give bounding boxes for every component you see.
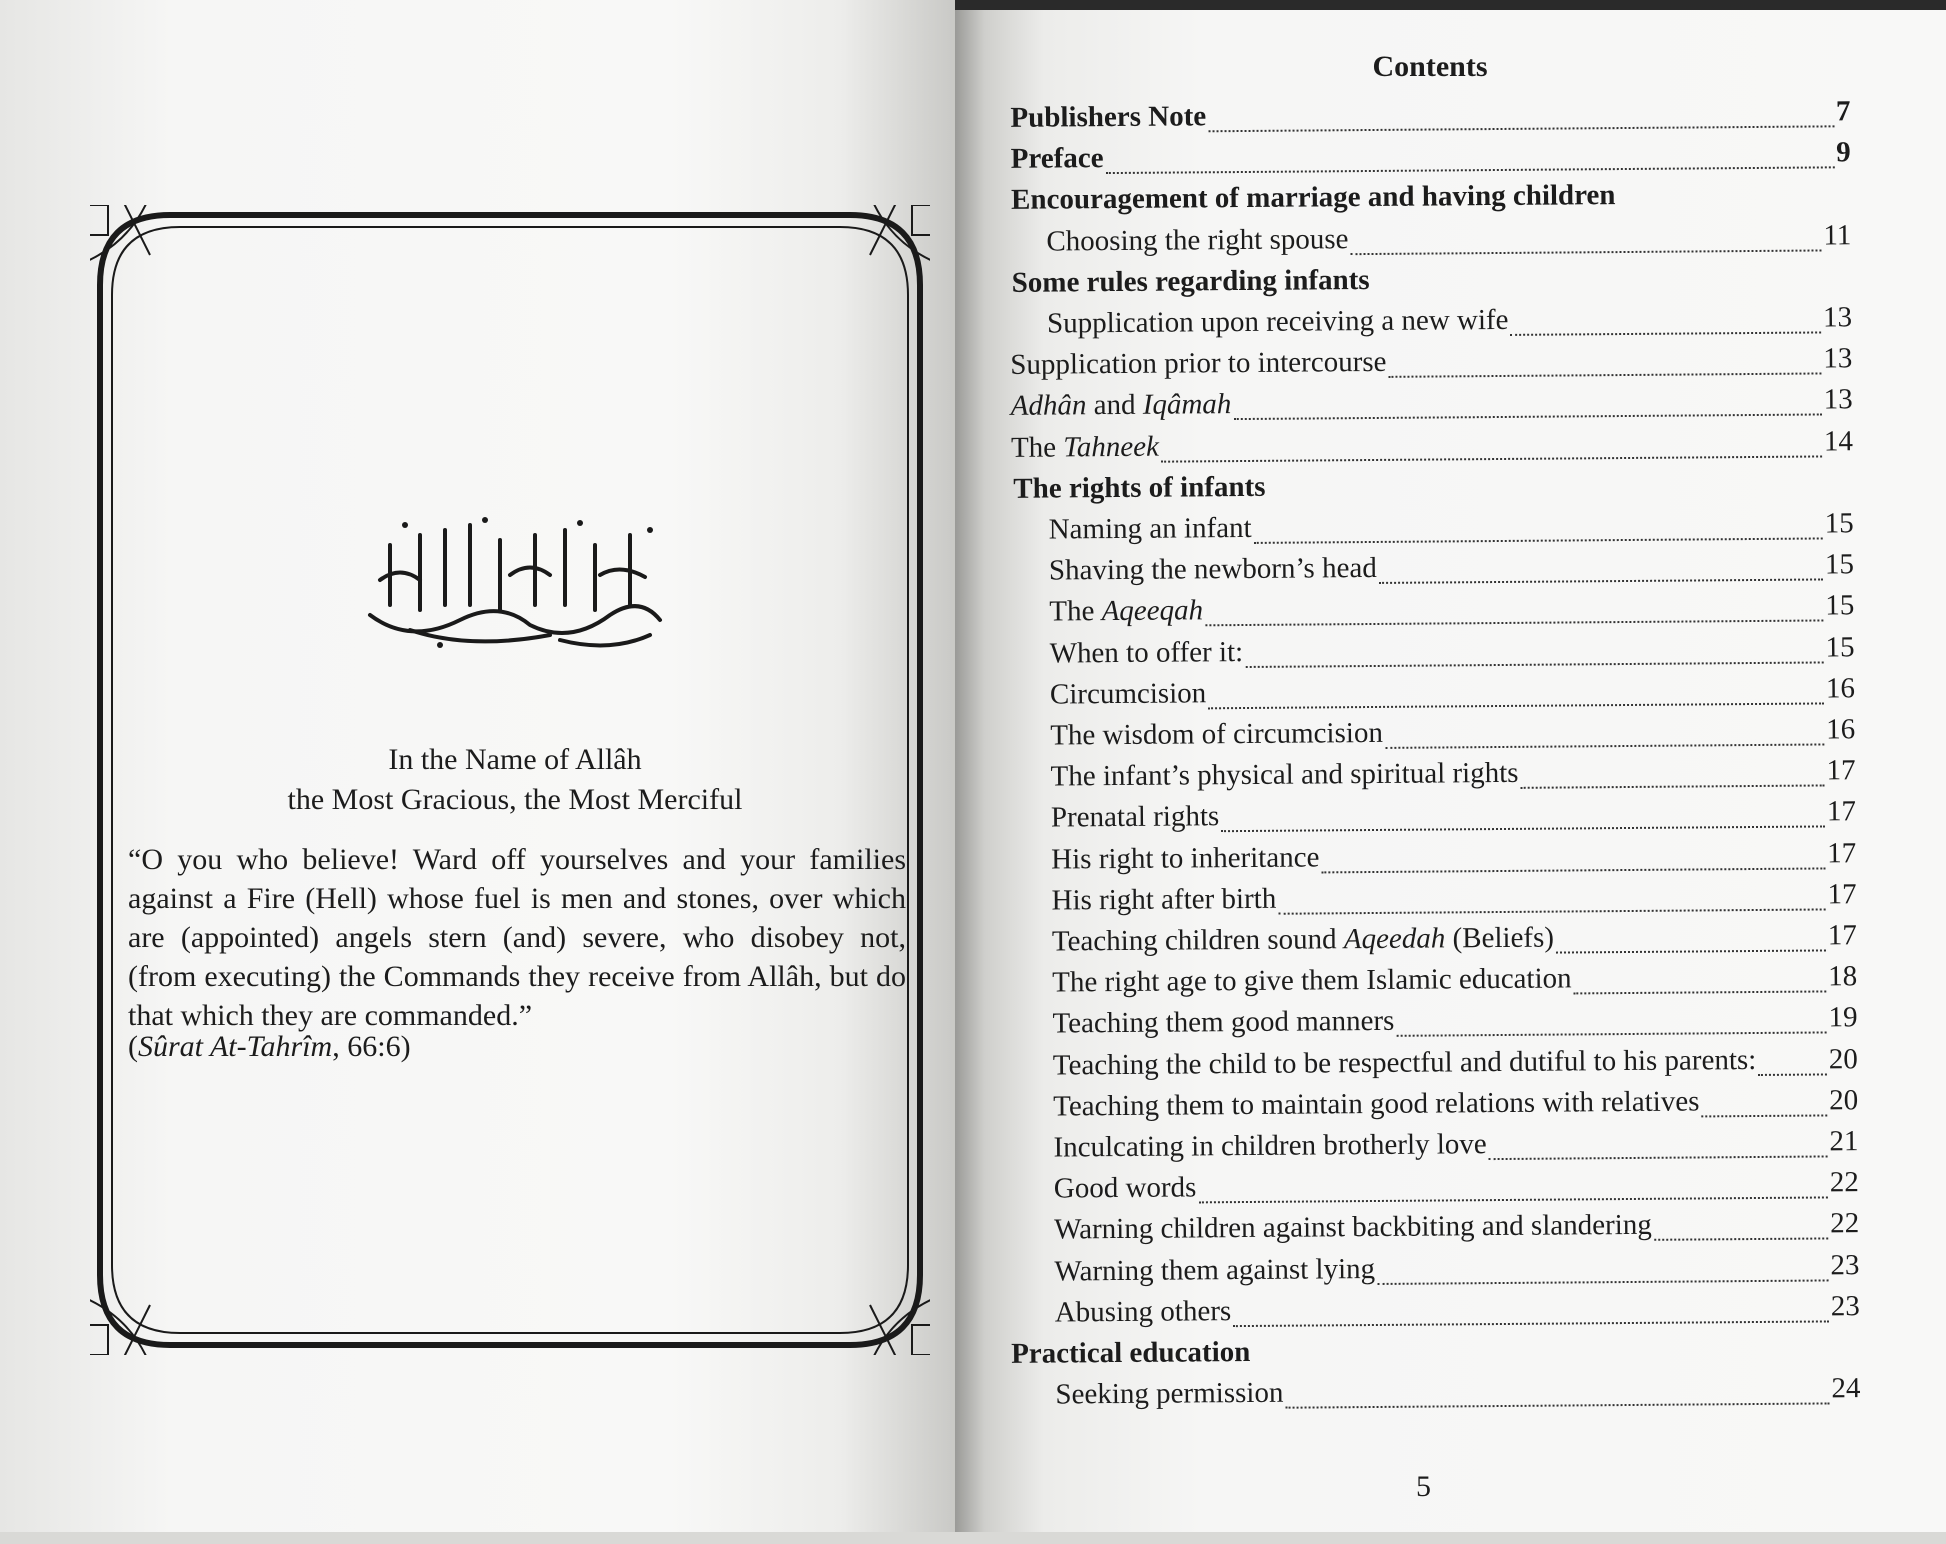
toc-dot-leader xyxy=(1285,1403,1829,1409)
toc-dot-leader xyxy=(1245,661,1823,668)
toc-entry-title xyxy=(1052,922,1554,959)
toc-entry xyxy=(1049,507,1854,553)
toc-entry xyxy=(1050,754,1855,800)
toc-entry-title xyxy=(1054,1253,1375,1289)
verse-ref-rest: , 66:6) xyxy=(332,1030,411,1063)
toc-section-heading: Some rules regarding infants xyxy=(1011,263,1370,299)
toc-entry xyxy=(1055,1290,1860,1336)
toc-entry-text: Circumcision xyxy=(1049,677,1207,711)
toc-entry-text: His right after birth xyxy=(1051,882,1277,917)
toc-entry xyxy=(1054,1249,1859,1295)
toc-dot-leader xyxy=(1511,331,1822,335)
toc-dot-leader xyxy=(1221,826,1825,833)
toc-entry-title xyxy=(1055,1295,1232,1329)
toc-dot-leader xyxy=(1208,125,1834,132)
toc-entry-text: Naming an infant xyxy=(1048,511,1252,546)
toc-dot-leader xyxy=(1233,1320,1829,1327)
toc-entry xyxy=(1052,1002,1857,1048)
toc-entry-text: Warning children against backbiting and slandering xyxy=(1054,1209,1652,1246)
toc-page-number: 13 xyxy=(1823,383,1853,416)
toc-entry-title xyxy=(1055,1377,1283,1412)
toc-page-number: 11 xyxy=(1823,218,1852,252)
toc-page-number: 15 xyxy=(1825,630,1855,664)
toc-page-number: 24 xyxy=(1831,1372,1861,1405)
toc-section-heading: Practical education xyxy=(1010,1335,1251,1370)
toc-entry xyxy=(1011,384,1853,431)
toc-entry-text: Supplication upon receiving a new wife xyxy=(1046,303,1509,340)
contents-title: Contents xyxy=(1372,50,1488,83)
toc-entry-text: Teaching the child to be respectful and dutiful to his parents: xyxy=(1052,1043,1757,1082)
toc-entry-title xyxy=(1010,346,1386,382)
toc-dot-leader xyxy=(1233,414,1821,421)
toc-entry-text: When to offer it: xyxy=(1049,635,1244,670)
toc-entry xyxy=(1055,1372,1860,1418)
toc-entry xyxy=(1050,713,1855,759)
toc-entry xyxy=(1052,960,1857,1006)
toc-dot-leader xyxy=(1521,785,1825,789)
toc-entry-text: Supplication prior to intercourse xyxy=(1010,346,1387,382)
toc-page-number: 22 xyxy=(1829,1166,1859,1199)
toc-page-number: 17 xyxy=(1826,754,1856,787)
toc-page-number: 15 xyxy=(1824,548,1855,581)
toc-entry-text: Choosing the right spouse xyxy=(1046,222,1349,258)
toc-page-number: 22 xyxy=(1829,1207,1860,1240)
toc-entry-text: The xyxy=(1049,595,1102,628)
toc-entry-title xyxy=(1050,677,1207,711)
toc-entry-title xyxy=(1051,883,1276,918)
toc-entry xyxy=(1051,837,1856,883)
toc-entry xyxy=(1052,919,1857,965)
toc-dot-leader xyxy=(1702,1114,1828,1117)
toc-page-number: 20 xyxy=(1829,1083,1859,1117)
toc-entry-text: Inculcating in children brotherly love xyxy=(1053,1128,1487,1164)
toc-page-number: 16 xyxy=(1825,672,1856,705)
quran-verse: “O you who believe! Ward off yourselves and your families against a Fire (Hell) whose fuel is men and stones, over which are (appointed) angels stern (and) severe, who disobey not, (from executing) the Commands they receive from Allâh, but do that which they are commanded.” xyxy=(128,843,906,1032)
toc-dot-leader xyxy=(1379,579,1823,584)
toc-page-number: 13 xyxy=(1823,342,1853,375)
toc-entry-title xyxy=(1049,552,1377,588)
toc-entry xyxy=(1054,1166,1859,1212)
toc-dot-leader xyxy=(1208,702,1824,709)
toc-entry-title xyxy=(1053,1128,1486,1164)
toc-entry xyxy=(1050,672,1855,718)
toc-page-number: 23 xyxy=(1830,1248,1860,1282)
toc-entry xyxy=(1011,136,1851,183)
toc-entry-text: (Beliefs) xyxy=(1445,921,1555,955)
toc-entry xyxy=(1049,548,1854,594)
toc-entry-title xyxy=(1046,223,1348,258)
toc-dot-leader xyxy=(1385,743,1824,748)
page-number: 5 xyxy=(1416,1470,1431,1503)
toc-dot-leader xyxy=(1106,167,1835,175)
toc-entry xyxy=(1053,1125,1858,1171)
toc-dot-leader xyxy=(1556,949,1826,953)
toc-entry-text: The xyxy=(1010,431,1064,464)
toc-dot-leader xyxy=(1351,249,1822,255)
toc-entry-title xyxy=(1047,304,1509,341)
toc-entry xyxy=(1049,590,1854,636)
toc-page-number: 20 xyxy=(1828,1042,1858,1076)
toc-entry-title xyxy=(1053,1085,1700,1123)
toc-entry-text: Tahneek xyxy=(1063,430,1160,464)
toc-entry-text: The wisdom of circumcision xyxy=(1050,716,1384,752)
toc-entry-text: Iqâmah xyxy=(1142,388,1232,422)
toc-page-number: 13 xyxy=(1822,301,1853,334)
toc-entry xyxy=(1010,342,1852,389)
toc-dot-leader xyxy=(1278,908,1825,914)
toc-entry-text: Teaching children sound xyxy=(1051,923,1344,958)
toc-entry-title xyxy=(1011,430,1159,464)
toc-page-number: 21 xyxy=(1829,1125,1859,1158)
toc-dot-leader xyxy=(1396,1032,1826,1037)
toc-dot-leader xyxy=(1489,1155,1828,1160)
toc-entry-title xyxy=(1054,1209,1652,1247)
toc-section-heading: The rights of infants xyxy=(1013,470,1266,505)
toc-page-number: 17 xyxy=(1827,836,1857,870)
toc-entry xyxy=(1047,301,1852,347)
toc-dot-leader xyxy=(1199,1197,1828,1204)
toc-entry-text: Good words xyxy=(1053,1171,1197,1205)
toc-entry-text: The infant’s physical and spiritual rights xyxy=(1050,757,1519,793)
toc-dot-leader xyxy=(1254,537,1823,543)
toc-entry-text: and xyxy=(1086,389,1143,422)
invocation-line-1: In the Name of Allâh xyxy=(388,743,642,776)
toc-entry-title xyxy=(1049,595,1203,629)
toc-entry-text: Adhân xyxy=(1010,389,1087,423)
toc-page-number: 15 xyxy=(1825,589,1855,622)
toc-entry-text: Aqeeqah xyxy=(1101,594,1204,628)
toc-entry xyxy=(1010,95,1850,142)
toc-entry-text: The right age to give them Islamic education xyxy=(1052,962,1572,999)
verse-reference: (Sûrat At-Tahrîm, 66:6) xyxy=(128,1030,411,1063)
toc-entry xyxy=(1049,631,1854,677)
toc-section-heading: Encouragement of marriage and having children xyxy=(1010,179,1616,217)
toc-entry-text: Abusing others xyxy=(1054,1294,1232,1329)
toc-dot-leader xyxy=(1574,991,1827,995)
toc-dot-leader xyxy=(1758,1073,1827,1076)
toc-entry xyxy=(1054,1208,1859,1254)
toc-entry xyxy=(1051,796,1856,842)
toc-entry-title xyxy=(1049,636,1243,671)
toc-page-number: 17 xyxy=(1827,919,1857,952)
toc-dot-leader xyxy=(1377,1279,1828,1285)
toc-page-number: 18 xyxy=(1828,960,1858,993)
toc-entry-title xyxy=(1010,100,1206,135)
toc-entry-text: His right to inheritance xyxy=(1051,841,1320,876)
toc-entry-title xyxy=(1050,757,1518,794)
toc-page-number: 23 xyxy=(1830,1289,1860,1323)
toc-entry-text: Seeking permission xyxy=(1055,1376,1284,1411)
toc-page-number: 9 xyxy=(1836,136,1851,169)
toc-page-number: 16 xyxy=(1826,713,1856,746)
toc-entry-text: Prenatal rights xyxy=(1050,800,1220,834)
toc-page-number: 17 xyxy=(1827,878,1857,911)
toc-page-number: 19 xyxy=(1828,1001,1858,1034)
toc-entry xyxy=(1053,1084,1858,1130)
toc-entry-title xyxy=(1052,1005,1394,1041)
toc-entry-text: Shaving the newborn’s head xyxy=(1048,552,1377,587)
toc-entry-title xyxy=(1011,388,1232,423)
verse-surah-name: Sûrat At-Tahrîm xyxy=(138,1030,333,1063)
toc-dot-leader xyxy=(1654,1238,1828,1241)
toc-entry-title xyxy=(1051,801,1220,835)
toc-dot-leader xyxy=(1322,867,1826,873)
toc-dot-leader xyxy=(1205,620,1823,627)
toc-entry-title xyxy=(1054,1172,1197,1206)
toc-page-number: 15 xyxy=(1824,507,1854,540)
toc-entry-text: Teaching them good manners xyxy=(1052,1005,1395,1040)
toc-entry xyxy=(1046,219,1851,265)
toc-entry xyxy=(1051,878,1856,924)
toc-entry-text: Warning them against lying xyxy=(1054,1252,1376,1288)
toc-entry-text: Teaching them to maintain good relations with relatives xyxy=(1053,1085,1700,1123)
toc-entry-text: Preface xyxy=(1010,142,1104,176)
toc-entry-text: Aqeedah xyxy=(1343,922,1446,956)
toc-entry-title xyxy=(1049,512,1252,547)
toc-dot-leader xyxy=(1161,455,1822,462)
toc-page-number: 17 xyxy=(1826,795,1857,828)
toc-entry-title xyxy=(1051,841,1319,876)
toc-entry xyxy=(1053,1043,1858,1089)
toc-page-number: 14 xyxy=(1823,424,1854,458)
toc-entry-title xyxy=(1053,1044,1757,1083)
toc-entry-title xyxy=(1052,963,1572,1000)
toc-dot-leader xyxy=(1389,373,1822,378)
toc-page-number: 7 xyxy=(1835,95,1851,128)
toc-entry-title xyxy=(1050,717,1383,753)
toc-entry-title xyxy=(1011,142,1104,176)
invocation-line-2: the Most Gracious, the Most Merciful xyxy=(287,783,743,816)
toc-entry xyxy=(1011,425,1853,472)
toc-entry-text: Publishers Note xyxy=(1010,100,1207,134)
